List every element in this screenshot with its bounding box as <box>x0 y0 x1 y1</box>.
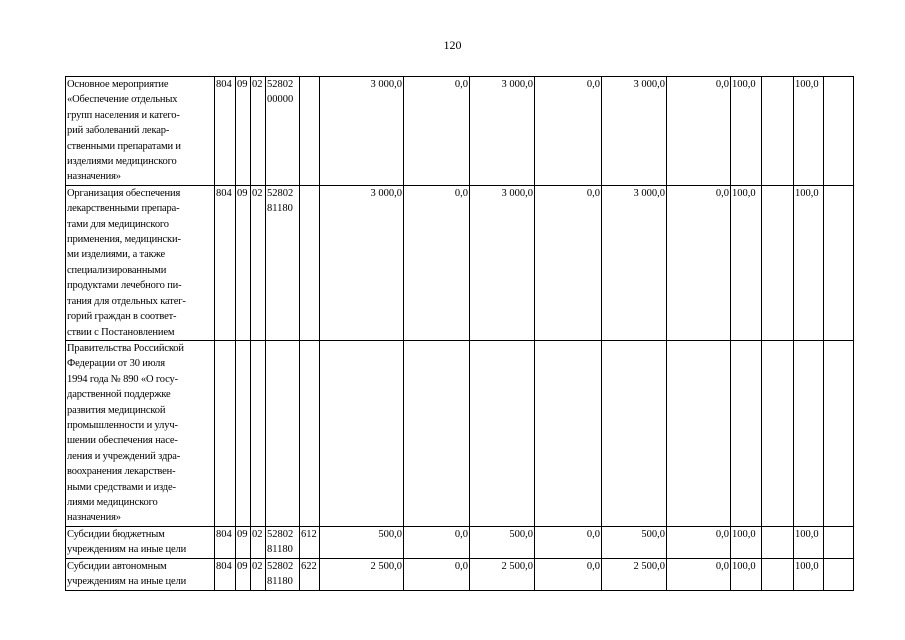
amount-cell: 0,0 <box>667 77 731 186</box>
csr-code-line: 52802 <box>267 187 294 199</box>
amount-cell: 0,0 <box>667 526 731 558</box>
csr-code-line: 81180 <box>267 576 293 587</box>
amount-cell: 2 500,0 <box>320 558 404 590</box>
item-name-line: групп населения и катего- <box>67 109 180 121</box>
item-name-line: развития медицинской <box>67 404 166 416</box>
vr-code: 622 <box>300 558 320 590</box>
item-name <box>66 340 215 526</box>
amount-cell: 0,0 <box>404 185 470 340</box>
percent-cell: 100,0 <box>794 558 824 590</box>
empty-cell <box>824 558 854 590</box>
csr-code <box>266 558 300 590</box>
amount-cell <box>404 340 470 526</box>
page-number: 120 <box>443 38 462 52</box>
item-name <box>66 558 215 590</box>
item-name-line: горий граждан в соответ- <box>67 311 177 323</box>
amount-cell: 2 500,0 <box>470 558 535 590</box>
pr-code: 02 <box>251 558 266 590</box>
amount-cell: 0,0 <box>535 185 602 340</box>
table-row <box>66 526 854 558</box>
item-name-line: Федерации от 30 июля <box>67 358 165 370</box>
amount-cell: 0,0 <box>404 558 470 590</box>
percent-cell: 100,0 <box>731 558 762 590</box>
csr-code-line: 52802 <box>267 560 294 572</box>
empty-cell <box>762 185 794 340</box>
empty-cell <box>762 558 794 590</box>
amount-cell: 500,0 <box>470 526 535 558</box>
amount-cell: 0,0 <box>404 526 470 558</box>
csr-code-line: 00000 <box>267 94 294 106</box>
item-name-line: дарственной поддержке <box>67 389 171 401</box>
item-name-line: применения, медицински- <box>67 234 181 246</box>
rz-code: 09 <box>236 185 251 340</box>
table-row <box>66 558 854 590</box>
vr-code <box>300 185 320 340</box>
percent-cell: 100,0 <box>794 77 824 186</box>
item-name-line: учреждениям на иные цели <box>67 544 187 556</box>
table-row <box>66 185 854 340</box>
amount-cell <box>320 340 404 526</box>
item-name-line: промышленности и улуч- <box>67 419 178 431</box>
amount-cell <box>535 340 602 526</box>
csr-code <box>266 77 300 186</box>
csr-code-line: 52802 <box>267 528 294 540</box>
percent-cell <box>794 340 824 526</box>
amount-cell <box>667 340 731 526</box>
item-name-line: специализированными <box>67 264 167 276</box>
amount-cell <box>470 340 535 526</box>
percent-cell: 100,0 <box>794 185 824 340</box>
vr-code <box>300 340 320 526</box>
item-name-line: назначения» <box>67 171 121 183</box>
csr-code <box>266 185 300 340</box>
empty-cell <box>824 185 854 340</box>
amount-cell: 3 000,0 <box>320 185 404 340</box>
vr-code <box>300 77 320 186</box>
percent-cell: 100,0 <box>731 526 762 558</box>
item-name-line: ными средствами и изде- <box>67 481 176 493</box>
grbs-code: 804 <box>215 77 236 186</box>
pr-code: 02 <box>251 526 266 558</box>
amount-cell: 0,0 <box>535 526 602 558</box>
empty-cell <box>762 77 794 186</box>
item-name-line: Организация обеспечения <box>67 187 181 199</box>
rz-code: 09 <box>236 526 251 558</box>
empty-cell <box>824 526 854 558</box>
rz-code: 09 <box>236 558 251 590</box>
item-name-line: лиями медицинского <box>67 496 158 508</box>
amount-cell: 0,0 <box>535 558 602 590</box>
csr-code-line: 81180 <box>267 203 293 215</box>
item-name-line: 1994 года № 890 «О госу- <box>67 373 178 385</box>
item-name <box>66 77 215 186</box>
empty-cell <box>824 340 854 526</box>
empty-cell <box>762 526 794 558</box>
item-name <box>66 526 215 558</box>
item-name-line: назначения» <box>67 512 121 524</box>
item-name <box>66 185 215 340</box>
item-name-line: Правительства Российской <box>67 342 184 354</box>
item-name-line: тания для отдельных катег- <box>67 295 186 307</box>
item-name-line: ствии с Постановлением <box>67 326 175 338</box>
item-name-line: рий заболеваний лекар- <box>67 125 170 137</box>
csr-code <box>266 526 300 558</box>
grbs-code <box>215 340 236 526</box>
item-name-line: воохранения лекарствен- <box>67 466 176 478</box>
item-name-line: Субсидии автономным <box>67 560 167 572</box>
item-name-line: ми изделиями, а также <box>67 249 166 261</box>
amount-cell: 0,0 <box>404 77 470 186</box>
item-name-line: ственными препаратами и <box>67 140 181 152</box>
table-row <box>66 77 854 186</box>
percent-cell: 100,0 <box>794 526 824 558</box>
csr-code <box>266 340 300 526</box>
grbs-code: 804 <box>215 185 236 340</box>
item-name-line: изделиями медицинского <box>67 156 177 168</box>
amount-cell: 3 000,0 <box>470 77 535 186</box>
amount-cell: 3 000,0 <box>470 185 535 340</box>
item-name-line: ления и учреждений здра- <box>67 450 181 462</box>
csr-code-line: 52802 <box>267 79 294 90</box>
vr-code: 612 <box>300 526 320 558</box>
item-name-line: продуктами лечебного пи- <box>67 280 182 292</box>
item-name-line: Основное мероприятие <box>67 79 169 90</box>
empty-cell <box>824 77 854 186</box>
pr-code: 02 <box>251 77 266 186</box>
amount-cell: 0,0 <box>535 77 602 186</box>
amount-cell <box>602 340 667 526</box>
empty-cell <box>762 340 794 526</box>
amount-cell: 3 000,0 <box>602 185 667 340</box>
rz-code <box>236 340 251 526</box>
csr-code-line: 81180 <box>267 544 293 556</box>
rz-code: 09 <box>236 77 251 186</box>
percent-cell <box>731 340 762 526</box>
pr-code: 02 <box>251 185 266 340</box>
item-name-line: шении обеспечения насе- <box>67 435 178 447</box>
amount-cell: 3 000,0 <box>602 77 667 186</box>
budget-table <box>65 76 854 591</box>
amount-cell: 0,0 <box>667 185 731 340</box>
amount-cell: 0,0 <box>667 558 731 590</box>
amount-cell: 500,0 <box>602 526 667 558</box>
item-name-line: учреждениям на иные цели <box>67 576 187 587</box>
amount-cell: 2 500,0 <box>602 558 667 590</box>
item-name-line: лекарственными препара- <box>67 203 180 215</box>
item-name-line: тами для медицинского <box>67 218 169 230</box>
item-name-line: Субсидии бюджетным <box>67 528 165 540</box>
pr-code <box>251 340 266 526</box>
amount-cell: 3 000,0 <box>320 77 404 186</box>
item-name-line: «Обеспечение отдельных <box>67 94 178 106</box>
grbs-code: 804 <box>215 526 236 558</box>
percent-cell: 100,0 <box>731 77 762 186</box>
amount-cell: 500,0 <box>320 526 404 558</box>
grbs-code: 804 <box>215 558 236 590</box>
percent-cell: 100,0 <box>731 185 762 340</box>
table-row <box>66 340 854 526</box>
